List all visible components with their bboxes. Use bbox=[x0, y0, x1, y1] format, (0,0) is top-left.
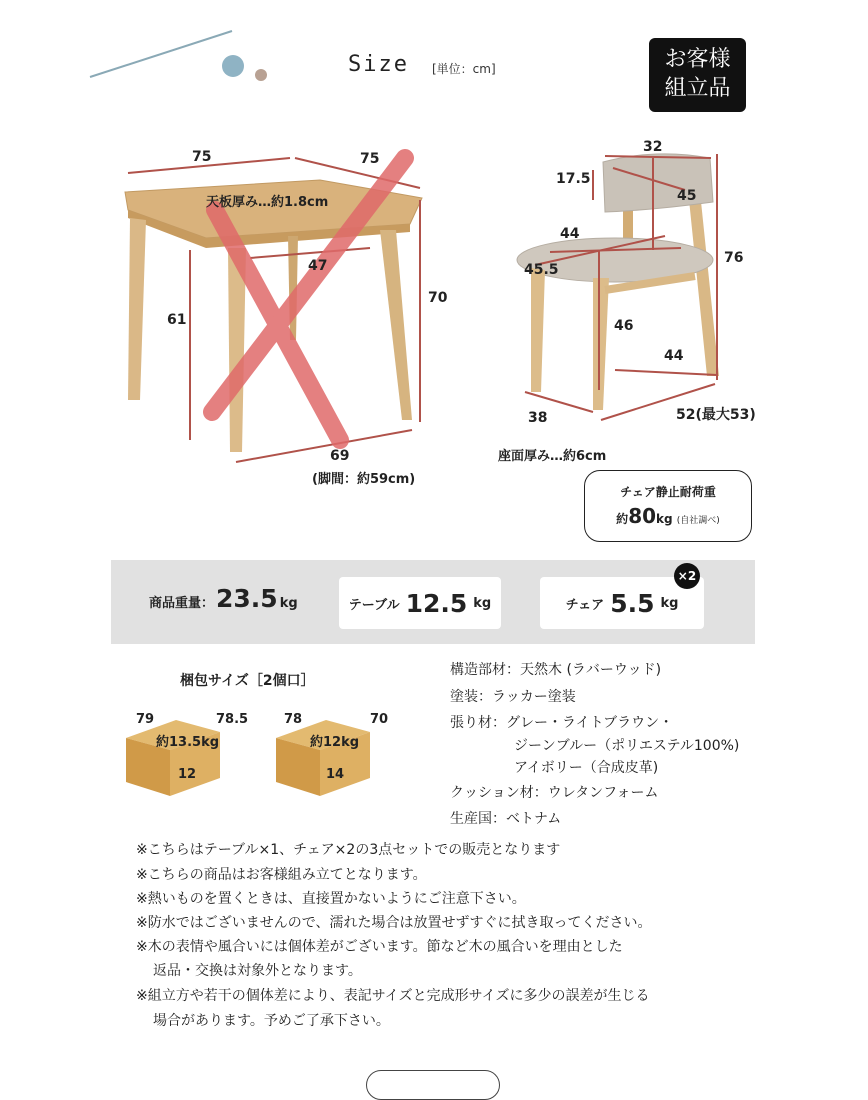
chair-weight-label: チェア bbox=[565, 597, 605, 613]
table-weight-label: テーブル bbox=[348, 597, 400, 613]
chair-front-leg-left bbox=[531, 268, 545, 392]
spec-structure: 構造部材：天然木 (ラバーウッド) bbox=[450, 662, 662, 678]
load-capacity-box bbox=[584, 470, 752, 542]
box1-width: 79 bbox=[136, 712, 155, 727]
bottom-pill-edge bbox=[366, 1070, 500, 1100]
spec-finish: 塗装：ラッカー塗装 bbox=[450, 689, 576, 705]
table-top-thickness: 天板厚み…約1.8cm bbox=[206, 195, 329, 210]
note-2: ※こちらの商品はお客様組み立てとなります。 bbox=[136, 867, 427, 883]
note-6: ※組立方や若干の個体差により、表記サイズと完成形サイズに多少の誤差が生じる bbox=[136, 988, 650, 1004]
load-note: (自社調べ) bbox=[676, 516, 720, 526]
table-illustration bbox=[100, 140, 460, 470]
chair-weight-value: 5.5 bbox=[610, 588, 655, 618]
load-title: チェア静止耐荷重 bbox=[620, 485, 716, 499]
box2-depth: 70 bbox=[370, 712, 389, 727]
note-6b: 場合があります。予めご了承下さい。 bbox=[153, 1013, 390, 1029]
table-total-height: 70 bbox=[428, 290, 448, 306]
load-unit: kg bbox=[656, 512, 673, 526]
spec-cushion: クッション材：ウレタンフォーム bbox=[450, 785, 659, 801]
spec-upholstery-3: アイボリー（合成皮革) bbox=[514, 760, 659, 776]
spec-origin: 生産国：ベトナム bbox=[450, 811, 562, 827]
note-3: ※熱いものを置くときは、直接置かないようにご注意下さい。 bbox=[136, 891, 526, 907]
chair-seat-depth: 45.5 bbox=[524, 262, 559, 278]
chair-leg-depth: 44 bbox=[664, 348, 684, 364]
table-bottom-depth: 69 bbox=[330, 448, 350, 464]
chair-back-width: 32 bbox=[643, 139, 663, 155]
weight-panel bbox=[111, 560, 755, 644]
chair-backrest bbox=[603, 154, 713, 212]
chair-back-diag: 45 bbox=[677, 188, 697, 204]
table-width-left: 75 bbox=[192, 149, 212, 165]
assembly-line2: 組立品 bbox=[664, 76, 731, 101]
assembly-line1: お客様 bbox=[664, 47, 731, 72]
load-prefix: 約 bbox=[616, 512, 629, 526]
chair-front-leg-right bbox=[593, 278, 609, 410]
box2-weight: 約12kg bbox=[310, 735, 360, 750]
total-weight-label: 商品重量： bbox=[149, 596, 215, 611]
decor-line bbox=[90, 31, 232, 77]
spec-upholstery-2: ジーンブルー（ポリエステル100%) bbox=[514, 738, 740, 754]
table-width-right: 75 bbox=[360, 151, 380, 167]
table-weight-unit: kg bbox=[473, 595, 492, 611]
total-weight bbox=[149, 584, 298, 613]
table-weight-box bbox=[339, 577, 501, 629]
table-leg-height: 61 bbox=[167, 312, 187, 328]
note-1: ※こちらはテーブル×1、チェア×2の3点セットでの販売となります bbox=[136, 842, 561, 858]
box2-width: 78 bbox=[284, 712, 303, 727]
chair-total-height: 76 bbox=[724, 250, 744, 266]
total-weight-value: 23.5 bbox=[216, 584, 278, 613]
note-4: ※防水ではございませんので、濡れた場合は放置せずすぐに拭き取ってください。 bbox=[136, 915, 652, 931]
package-title: 梱包サイズ［2個口］ bbox=[180, 673, 315, 689]
chair-seat-width: 44 bbox=[560, 226, 580, 242]
unit-label: [単位：cm] bbox=[432, 62, 496, 76]
total-weight-unit: kg bbox=[279, 596, 298, 611]
table-inner-width: 47 bbox=[308, 258, 328, 274]
chair-base-depth: 52(最大53) bbox=[676, 407, 756, 423]
box1-height: 12 bbox=[178, 767, 197, 782]
table-leg-front-left bbox=[128, 218, 146, 400]
table-weight-value: 12.5 bbox=[405, 588, 468, 618]
note-5b: 返品・交換は対象外となります。 bbox=[153, 963, 362, 979]
header-decoration bbox=[0, 0, 300, 100]
chair-back-height: 17.5 bbox=[556, 171, 591, 187]
chair-seat-thickness: 座面厚み…約6cm bbox=[498, 449, 607, 464]
chair-weight-unit: kg bbox=[660, 595, 679, 611]
box1-depth: 78.5 bbox=[216, 712, 249, 727]
box1-weight: 約13.5kg bbox=[156, 735, 220, 750]
spec-upholstery: 張り材：グレー・ライトブラウン・ bbox=[450, 715, 674, 731]
table-leg-back-right bbox=[380, 230, 412, 420]
decor-dot-brown bbox=[255, 69, 267, 81]
note-5: ※木の表情や風合いには個体差がございます。節など木の風合いを理由とした bbox=[136, 939, 623, 955]
chair-seat-height: 46 bbox=[614, 318, 634, 334]
decor-dot-blue bbox=[222, 55, 244, 77]
box2-height: 14 bbox=[326, 767, 345, 782]
load-value: 80 bbox=[628, 504, 657, 528]
assembly-badge bbox=[649, 38, 746, 112]
chair-illustration bbox=[505, 140, 765, 430]
chair-quantity-badge: ×2 bbox=[674, 563, 700, 589]
table-leg-span: (脚間：約59cm) bbox=[312, 472, 416, 487]
size-title: Size bbox=[348, 52, 409, 77]
chair-base-width: 38 bbox=[528, 410, 548, 426]
